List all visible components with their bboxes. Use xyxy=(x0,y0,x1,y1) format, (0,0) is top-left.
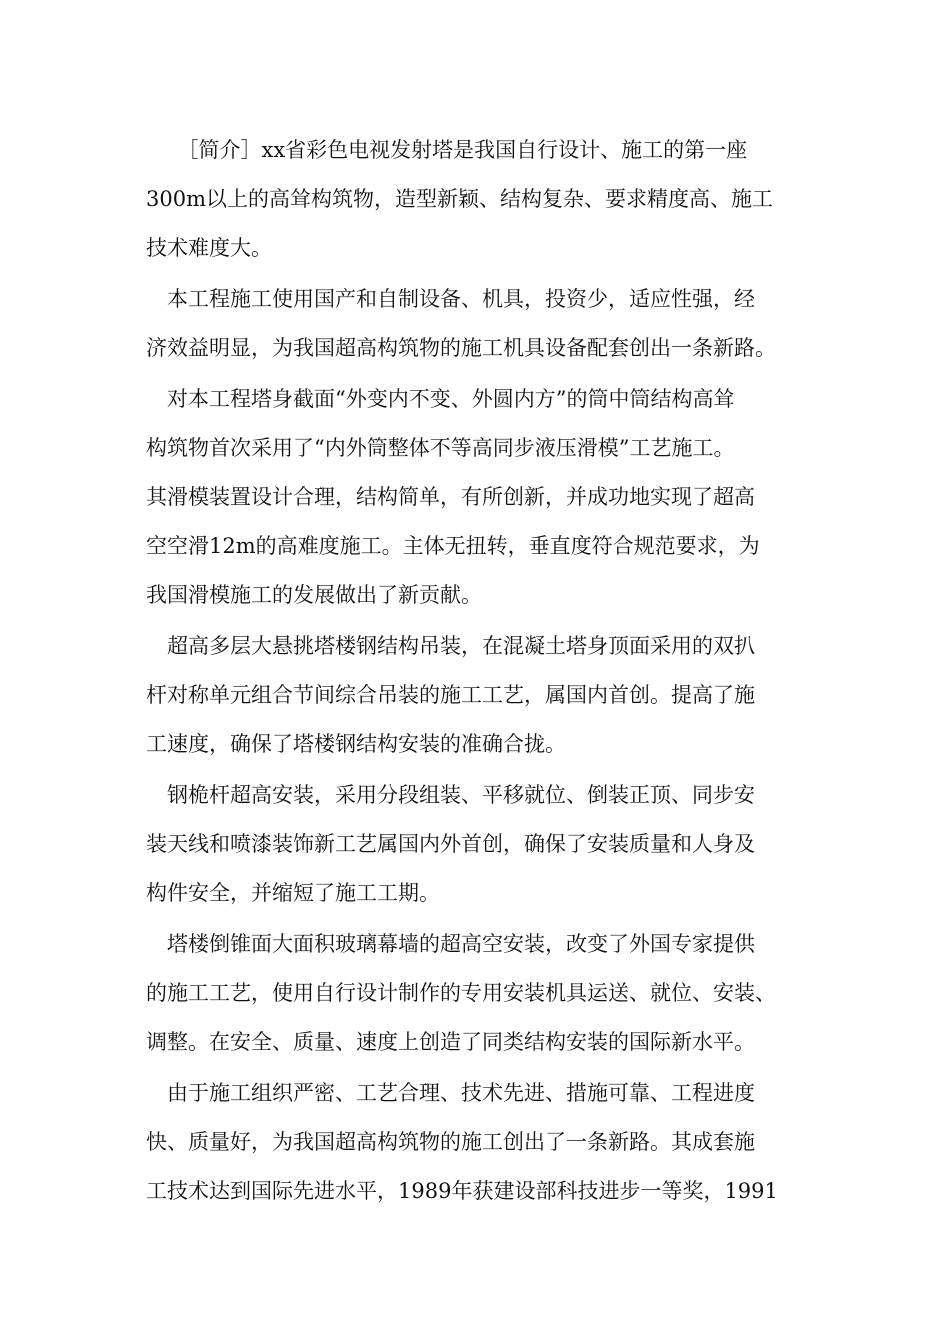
paragraph-5-line-1: 钢桅杆超高安装，采用分段组装、平移就位、倒装正顶、同步安 xyxy=(146,783,755,807)
paragraph-7-line-2: 快、质量好，为我国超高构筑物的施工创出了一条新路。其成套施 xyxy=(146,1130,755,1154)
paragraph-1-line-2: 300m以上的高耸构筑物，造型新颖、结构复杂、要求精度高、施工 xyxy=(146,187,773,211)
paragraph-7-line-3: 工技术达到国际先进水平，1989年获建设部科技进步一等奖，1991 xyxy=(146,1179,778,1203)
paragraph-5-line-2: 装天线和喷漆装饰新工艺属国内外首创，确保了安装质量和人身及 xyxy=(146,832,755,856)
paragraph-3-line-2: 构筑物首次采用了“内外筒整体不等高同步液压滑模”工艺施工。 xyxy=(146,436,735,460)
paragraph-4-line-2: 杆对称单元组合节间综合吊装的施工工艺，属国内首创。提高了施 xyxy=(146,683,755,707)
paragraph-6-line-2: 的施工工艺，使用自行设计制作的专用安装机具运送、就位、安装、 xyxy=(146,981,776,1005)
paragraph-1-line-3: 技术难度大。 xyxy=(146,236,272,260)
paragraph-2-line-2: 济效益明显，为我国超高构筑物的施工机具设备配套创出一条新路。 xyxy=(146,336,776,360)
paragraph-3-line-3: 其滑模装置设计合理，结构简单，有所创新，并成功地实现了超高 xyxy=(146,485,755,509)
paragraph-4-line-1: 超高多层大悬挑塔楼钢结构吊装，在混凝土塔身顶面采用的双扒 xyxy=(146,634,755,658)
paragraph-3-line-5: 我国滑模施工的发展做出了新贡献。 xyxy=(146,583,482,607)
paragraph-6-line-1: 塔楼倒锥面大面积玻璃幕墙的超高空安装，改变了外国专家提供 xyxy=(146,932,755,956)
paragraph-7-line-1: 由于施工组织严密、工艺合理、技术先进、措施可靠、工程进度 xyxy=(146,1081,755,1105)
paragraph-6-line-3: 调整。在安全、质量、速度上创造了同类结构安装的国际新水平。 xyxy=(146,1030,755,1054)
paragraph-2-line-1: 本工程施工使用国产和自制设备、机具，投资少，适应性强，经 xyxy=(146,287,755,311)
paragraph-3-line-1: 对本工程塔身截面“外变内不变、外圆内方”的筒中筒结构高耸 xyxy=(146,387,735,411)
paragraph-4-line-3: 工速度，确保了塔楼钢结构安装的准确合拢。 xyxy=(146,732,566,756)
paragraph-5-line-3: 构件安全，并缩短了施工工期。 xyxy=(146,881,440,905)
paragraph-1-line-1: ［简介］xx省彩色电视发射塔是我国自行设计、施工的第一座 xyxy=(146,138,748,162)
paragraph-3-line-4: 空空滑12m的高难度施工。主体无扭转，垂直度符合规范要求，为 xyxy=(146,534,760,558)
